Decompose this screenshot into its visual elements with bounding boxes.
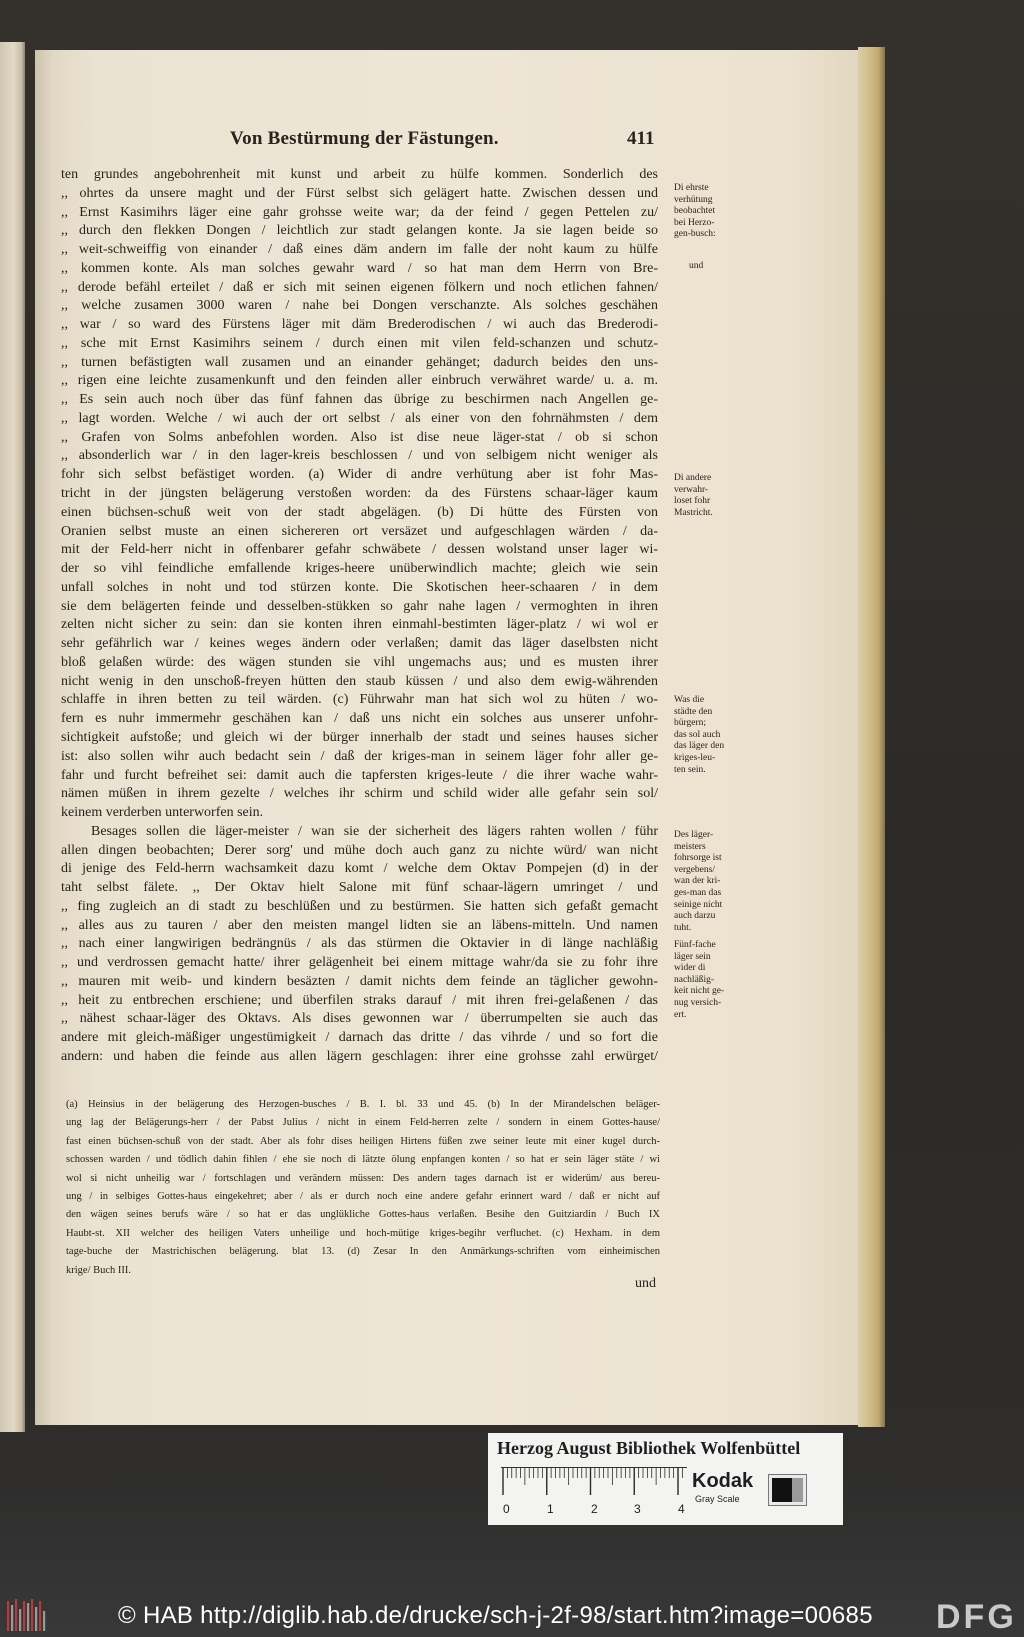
margin-note-line: gen-busch: bbox=[674, 229, 716, 240]
margin-note-line: ten sein. bbox=[674, 764, 706, 775]
margin-note-line: nachläßig- bbox=[674, 974, 715, 985]
page-number: 411 bbox=[627, 128, 655, 149]
margin-note-line: Mastricht. bbox=[674, 507, 713, 518]
margin-note bbox=[674, 830, 740, 934]
ruler-number: 1 bbox=[547, 1502, 554, 1516]
body-line: ,, Es sein auch noch über das fünf fahnen das übrige zu beschirmen nach Angellen ge- bbox=[61, 392, 658, 408]
margin-note-line: verwahr- bbox=[674, 484, 709, 495]
margin-note-line: Di andere bbox=[674, 473, 712, 483]
body-line: zelten nicht sicher zu sein: dan sie konten ihren einmahl-bestimten läger-platz / wi wol er bbox=[61, 617, 658, 633]
catchword: und bbox=[635, 1276, 656, 1291]
body-line: taht selbst fälete. ,, Der Oktav hielt Salone mit fünf schaar-lägern umringet / und bbox=[61, 880, 658, 896]
footnote-line: wol si nicht unheilig war / fortschlagen und verändern müssen: Des andern tages darnach ist er widerüm/ aus bereu- bbox=[66, 1172, 660, 1184]
page-fore-edge bbox=[858, 47, 885, 1427]
margin-note-line: nug versich- bbox=[674, 997, 722, 1008]
margin-note-line: seinige nicht bbox=[674, 899, 723, 910]
footnote-line: ung / in selbiges Gottes-haus eingekehret; aber / als er durch noch eine andere gefahr erinnert ward / daß er nicht auf bbox=[66, 1190, 660, 1202]
ruler-number: 4 bbox=[678, 1502, 685, 1516]
margin-note bbox=[674, 940, 740, 1021]
running-title: Von Bestürmung der Fästungen. bbox=[230, 128, 499, 149]
kodak-label: Kodak bbox=[692, 1470, 754, 1492]
body-line: fern es nuhr immermehr geschähen kan / daß uns nicht ein solches aus unserer unfohr- bbox=[61, 711, 658, 727]
body-line: nämen müßen in ihrem gezelte / welches ihr schirm und schild wider alle gefahr sein sol/ bbox=[61, 786, 658, 802]
footnote-line: tage-buche der Mastrichischen belägerung. blat 13. (d) Zesar In den Anmärkungs-schriften vom einheimischen bbox=[66, 1246, 660, 1258]
body-line: ,, turnen befästigten wall zusamen und an einander gehänget; dadurch beides den uns- bbox=[61, 354, 658, 370]
margin-note-line: wan der kri- bbox=[674, 876, 721, 887]
margin-note-line: ges-man das bbox=[674, 887, 722, 898]
margin-note-line: loset fohr bbox=[674, 496, 711, 507]
footnote-line: ung lag der Belägerungs-herr / der Pabst Julius / nicht in einem Feld-herren zelte / sondern in einem Gottes-hause/ bbox=[66, 1117, 660, 1129]
body-text bbox=[61, 166, 658, 1067]
footer-copyright-url: © HAB http://diglib.hab.de/drucke/sch-j-2f-98/start.htm?image=00685 bbox=[118, 1602, 873, 1629]
body-line: nicht wenig in den unschoß-freyen hütten den staub küssen / und also dem ewig-währenden bbox=[61, 673, 658, 689]
margin-note bbox=[689, 261, 755, 273]
body-line: ,, durch den flekken Dongen / leichtlich zur stadt gelangen konte. Ja sie lagen beide so bbox=[61, 223, 658, 239]
body-line: ten grundes angebohrenheit mit kunst und arbeit zu hülfe kommen. Sonderlich des bbox=[61, 167, 658, 182]
margin-note-line: Fünf-fache bbox=[674, 940, 716, 950]
gray-swatch bbox=[768, 1474, 807, 1506]
body-line: ,, und verdrossen gemacht hatte/ ihrer gelägenheit bei einem mittage wahr/da sie zu fohr ihre bbox=[61, 955, 658, 971]
body-line: mit der Feld-herr nicht in offenbarer gefahr schwäbete / dessen wolstand unser lager wi- bbox=[61, 542, 658, 558]
body-line: andere mit gleich-mäßiger ungestümigkeit / darnach das dritte / das vihrde / und so fort die bbox=[61, 1030, 658, 1046]
ruler-scale bbox=[501, 1467, 687, 1497]
margin-note-line: auch darzu bbox=[674, 911, 716, 922]
body-line: ,, kommen konte. Als man solches gewahr ward / so hat man dem Herrn von Bre- bbox=[61, 260, 658, 276]
dfg-logo: DFG bbox=[936, 1598, 1017, 1636]
book-page bbox=[35, 50, 858, 1425]
body-line: fahr und furcht befreihet sei: damit auch die tapfersten kriges-leute / die ihrer wache wahr- bbox=[61, 767, 658, 783]
body-line: ,, weit-schweiffig von einander / daß eines däm andern im falle der noht kaum zu hülfe bbox=[61, 242, 658, 258]
body-line: ,, Ernst Kasimihrs läger eine gahr grohsse weite war; da der feind / gegen Pettelen zu/ bbox=[61, 204, 658, 220]
body-line: einen büchsen-schuß weit von der stadt abgelägen. (b) Di hütte des Fürsten von bbox=[61, 504, 658, 520]
footnote-line: krige/ Buch III. bbox=[66, 1264, 132, 1276]
margin-note-line: verhütung bbox=[674, 194, 713, 205]
body-line: ,, rigen eine leichte zusamenkunft und den feinden aller einbruch verwähret warde/ u. a. m. bbox=[61, 373, 658, 389]
margin-note bbox=[674, 183, 740, 241]
body-line: fohr sich selbst befästiget worden. (a) Wider di andre verhütung aber ist fohr Mas- bbox=[61, 467, 658, 483]
margin-note-line: das läger den bbox=[674, 741, 725, 752]
body-line: ,, welche zusamen 3000 waren / nahe bei Dongen verschanzte. Als solches geschähen bbox=[61, 298, 658, 314]
margin-note-line: bei Herzo- bbox=[674, 217, 715, 228]
body-line: bloß gelaßen würde: des wägen stunden sie vihl ungemachs aus; und es musten ihrer bbox=[61, 654, 658, 670]
margin-note-line: kriges-leu- bbox=[674, 752, 716, 763]
body-line: ,, ohrtes da unsere maght und der Fürst selbst sich gelägert hatte. Zwischen dessen und bbox=[61, 185, 658, 201]
body-line: ,, mauren mit weib- und kindern besäzten / damit nichts dem feinde an täglicher gewohn- bbox=[61, 973, 658, 989]
body-line: ,, derode befähl erteilet / daß er sich mit seinen eigenen fölkern und noch etlichen fahnen/ bbox=[61, 279, 658, 295]
grey-patch bbox=[792, 1478, 803, 1502]
body-line: ,, Grafen von Solms anbefohlen worden. Also ist dise neue läger-stat / ob si schon bbox=[61, 429, 658, 445]
margin-note-line: keit nicht ge- bbox=[674, 986, 725, 997]
body-line: sie dem belägerten feinde und desselben-stükken so gahr nahe lagen / vermoghten in ihren bbox=[61, 598, 658, 614]
body-line: ,, war / so ward des Fürstens läger mit däm Brederodischen / wi auch das Brederodi- bbox=[61, 317, 658, 333]
body-line: der so vihl feindliche emfallende kriges-heere unüberwindlich machte; gleich wie sein bbox=[61, 561, 658, 577]
margin-note-line: beobachtet bbox=[674, 206, 716, 217]
margin-note-line: Des läger- bbox=[674, 830, 714, 840]
body-line: andern: und haben die feinde aus allen lägern geschlagen: ihrer eine grohsse zahl erwürget/ bbox=[61, 1048, 658, 1064]
body-line: ,, nach einer langwirigen bedrängnüs / als das stürmen die Oktavier in di länge nachläßig bbox=[61, 936, 658, 952]
body-line: ,, heit zu entbrechen erschiene; und überfilen straks darauf / mit ihren frei-gelaßenen / das bbox=[61, 992, 658, 1008]
footnote-line: Haubt-st. XII welcher des heiligen Vaters unheilige und hoch-mütige kriges-begihr verfluchet. (c) Hexham. in dem bbox=[66, 1227, 660, 1239]
footnote-line: den wägen seines berufs wäre / so hat er das unglükliche Gottes-haus verlaßen. Besihe den Guitziardin / Buch IX bbox=[66, 1209, 660, 1221]
margin-note-line: wider di bbox=[674, 963, 706, 974]
body-line: ,, sche mit Ernst Kasimihrs seinem / durch einen mit vilen feld-schanzen und schutz- bbox=[61, 335, 658, 351]
margin-note bbox=[674, 473, 740, 519]
body-line: di jenige des Feld-herrn wachsamkeit dazu komt / welche dem Oktav Pompejen (d) in der bbox=[61, 861, 658, 877]
margin-note-line: bürgern; bbox=[674, 718, 707, 729]
black-patch bbox=[772, 1478, 792, 1502]
body-line: ,, lagt worden. Welche / wi auch der ort selbst / als einer von den fohrnähmsten / dem bbox=[61, 410, 658, 426]
body-line: schlaffe in ihren betten zu teil wärden. (c) Führwahr man hat sich wol zu hüten / wo- bbox=[61, 692, 658, 708]
ruler-number: 0 bbox=[503, 1502, 510, 1516]
body-line: allen dingen beobachten; Derer sorg' und mühe doch auch ganz zu nichte würd/ wan nicht bbox=[61, 842, 658, 858]
body-line: tricht in der jüngsten belägerung verstoßen worden: da des Fürstens schaar-läger kaum bbox=[61, 486, 658, 502]
footnotes bbox=[66, 1096, 660, 1280]
margin-note-line: ert. bbox=[674, 1009, 687, 1020]
ruler-number: 2 bbox=[591, 1502, 598, 1516]
body-line: sehr gefährlich war / keines weges ändern oder verlaßen; damit das läger daselbsten nicht bbox=[61, 636, 658, 652]
margin-note-line: das sol auch bbox=[674, 729, 721, 740]
margin-note-line: tuht. bbox=[674, 922, 692, 933]
margin-note-line: Di ehrste bbox=[674, 183, 709, 193]
footnote-line: fast einen büchsen-schuß von der stadt. Aber als fohr dises heiligen Hirtens füßen zwe seiner leute mit einer kugel durch- bbox=[66, 1135, 660, 1147]
margin-note-line: und bbox=[689, 261, 704, 271]
body-line: ,, absonderlich war / in den lager-kreis beschlossen / und von selbigem nicht weniger als bbox=[61, 448, 658, 464]
margin-note-line: vergebens/ bbox=[674, 864, 715, 875]
body-line: ist: also sollen wihr auch bedacht sein / daß der kriges-man in seinem läger fohr aller ge- bbox=[61, 748, 658, 764]
margin-note-line: städte den bbox=[674, 706, 713, 717]
color-calibration-card bbox=[488, 1433, 843, 1525]
body-line: Oranien selbst muste an einen sichereren ort versäzet und aufgeschlagen wärden / da- bbox=[61, 523, 658, 539]
left-page-edge bbox=[0, 42, 25, 1432]
margin-note bbox=[674, 695, 740, 776]
body-line: ,, fing zugleich an di stadt zu beschlüßen und zu bestürmen. Sie hatten sich gefaßt gemacht bbox=[61, 898, 658, 914]
card-title: Herzog August Bibliothek Wolfenbüttel bbox=[497, 1438, 801, 1458]
body-line: sichtigkeit aufstoße; und gleich wi der bürger innerhalb der stadt und seines hauses sicher bbox=[61, 729, 658, 745]
body-line: ,, alles aus zu tauren / aber den meisten mangel lidten sie an läbens-mitteln. Und namen bbox=[61, 917, 658, 933]
ruler-number: 3 bbox=[634, 1502, 641, 1516]
margin-note-line: fohrsorge ist bbox=[674, 853, 722, 864]
body-line: keinem verderben unterworfen sein. bbox=[61, 805, 264, 821]
margin-note-line: läger sein bbox=[674, 951, 711, 962]
gray-scale-label: Gray Scale bbox=[695, 1494, 740, 1504]
body-line: Besages sollen die läger-meister / wan sie der sicherheit des lägers rahten wollen / führ bbox=[91, 823, 658, 839]
footnote-line: (a) Heinsius in der belägerung des Herzogen-busches / B. I. bl. 33 und 45. (b) In der Mirandelschen beläger- bbox=[66, 1099, 660, 1110]
hab-barcode-logo-icon bbox=[5, 1598, 47, 1632]
footnote-line: schossen warden / und tödlich dahin fihlen / ehe sie noch di lätzte ölung enpfangen konten / so hat er sein läger stäte / wi bbox=[66, 1154, 660, 1166]
body-line: unfall solches in noht und tod stürzen konte. Die Skotischen heer-schaaren / in dem bbox=[61, 579, 658, 595]
margin-note-line: Was die bbox=[674, 695, 705, 705]
margin-note-line: meisters bbox=[674, 841, 706, 852]
body-line: ,, nähest schaar-läger des Oktavs. Als dises gewonnen war / überrumpelten sie auch das bbox=[61, 1011, 658, 1027]
